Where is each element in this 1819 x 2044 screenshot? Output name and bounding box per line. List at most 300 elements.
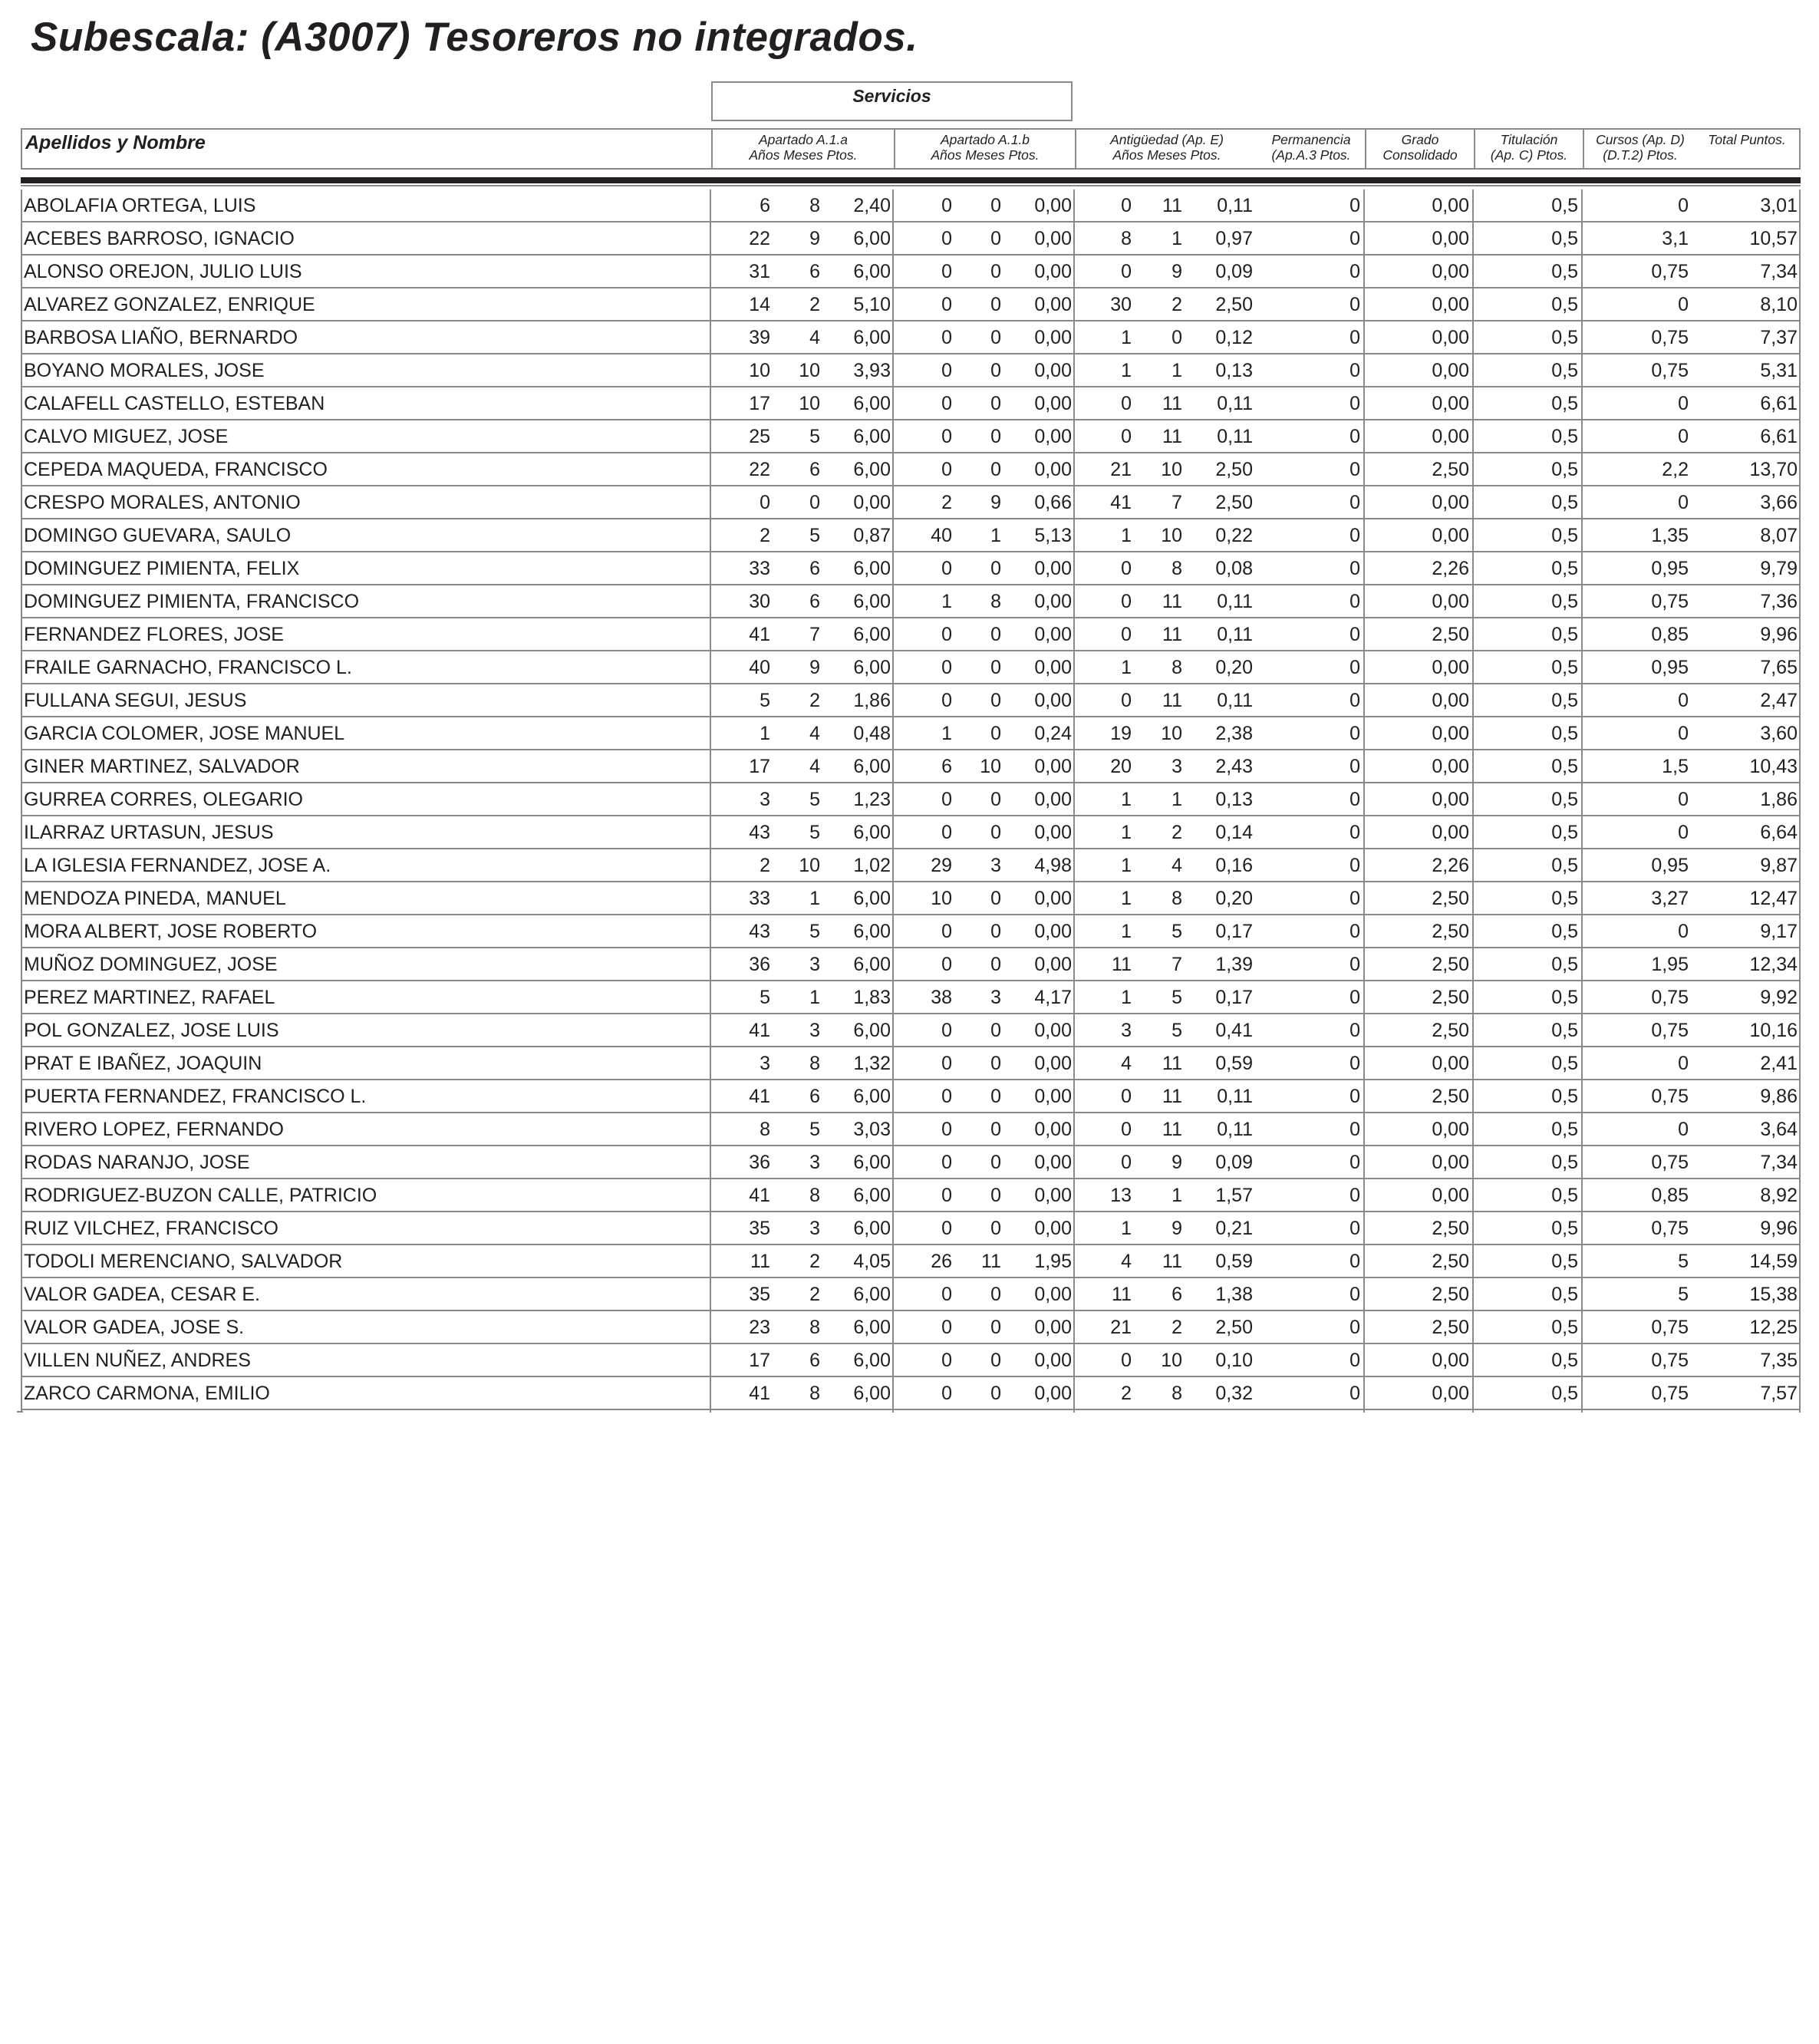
header-a1b-bottom: Años Meses Ptos. xyxy=(931,147,1040,163)
cell-a1a-ptos: 0,87 xyxy=(853,525,891,546)
cell-permanencia: 0 xyxy=(1349,1284,1360,1305)
cell-a1a-meses: 2 xyxy=(809,690,820,711)
cell-a1b-anos: 0 xyxy=(941,624,952,645)
cell-cursos: 0,75 xyxy=(1651,1152,1689,1173)
cell-a1a-meses: 5 xyxy=(809,525,820,546)
cell-titulacion: 0,5 xyxy=(1551,690,1578,711)
cell-ant-anos: 21 xyxy=(1110,459,1132,480)
cell-permanencia: 0 xyxy=(1349,327,1360,348)
cell-total: 9,79 xyxy=(1760,558,1798,579)
cell-a1b-anos: 38 xyxy=(931,987,952,1008)
cell-a1a-anos: 11 xyxy=(750,1251,770,1272)
cell-permanencia: 0 xyxy=(1349,393,1360,414)
cell-cursos: 1,35 xyxy=(1651,525,1689,546)
cell-a1a-meses: 8 xyxy=(809,1383,820,1404)
cell-total: 7,57 xyxy=(1760,1383,1798,1404)
cell-a1b-anos: 0 xyxy=(941,360,952,381)
table-row xyxy=(21,387,1801,420)
cell-ant-anos: 11 xyxy=(1112,1284,1132,1305)
cell-total: 9,92 xyxy=(1760,987,1798,1008)
cell-ant-meses: 5 xyxy=(1171,921,1182,942)
cell-a1a-anos: 33 xyxy=(749,888,770,909)
cell-cursos: 0 xyxy=(1678,294,1689,315)
cell-a1b-meses: 0 xyxy=(990,1284,1001,1305)
cell-a1b-anos: 1 xyxy=(941,723,952,744)
cell-a1b-meses: 0 xyxy=(990,327,1001,348)
cell-a1b-ptos: 0,00 xyxy=(1034,195,1072,216)
cell-permanencia: 0 xyxy=(1349,1218,1360,1239)
cell-titulacion: 0,5 xyxy=(1551,1086,1578,1107)
cell-permanencia: 0 xyxy=(1349,1350,1360,1371)
cell-grado: 2,50 xyxy=(1432,1020,1469,1041)
cell-a1a-anos: 30 xyxy=(749,591,770,612)
cell-ant-meses: 7 xyxy=(1171,492,1182,513)
cell-a1a-ptos: 6,00 xyxy=(853,1086,891,1107)
cell-a1a-ptos: 6,00 xyxy=(853,954,891,975)
cell-a1a-anos: 41 xyxy=(749,624,770,645)
cell-a1b-anos: 0 xyxy=(941,921,952,942)
header-grado-bottom: Consolidado xyxy=(1382,147,1458,163)
cell-total: 2,47 xyxy=(1760,690,1798,711)
cell-a1a-ptos: 6,00 xyxy=(853,591,891,612)
table-row xyxy=(21,321,1801,354)
cell-ant-meses: 7 xyxy=(1171,954,1182,975)
cell-total: 6,61 xyxy=(1760,393,1798,414)
cell-ant-ptos: 0,11 xyxy=(1217,1119,1253,1140)
cell-permanencia: 0 xyxy=(1349,1152,1360,1173)
cell-ant-anos: 2 xyxy=(1121,1383,1132,1404)
cell-ant-anos: 0 xyxy=(1121,558,1132,579)
cell-a1b-ptos: 0,00 xyxy=(1034,1284,1072,1305)
cell-a1a-anos: 2 xyxy=(760,855,770,876)
cell-ant-anos: 0 xyxy=(1121,624,1132,645)
cell-a1b-meses: 0 xyxy=(990,657,1001,678)
cell-grado: 0,00 xyxy=(1432,690,1469,711)
cell-cursos: 0 xyxy=(1678,921,1689,942)
cell-name: RIVERO LOPEZ, FERNANDO xyxy=(24,1119,284,1140)
cell-a1b-anos: 0 xyxy=(941,822,952,843)
cell-a1a-anos: 31 xyxy=(749,261,770,282)
cell-grado: 0,00 xyxy=(1432,228,1469,249)
cell-ant-anos: 1 xyxy=(1121,525,1132,546)
cell-ant-anos: 1 xyxy=(1121,822,1132,843)
cell-a1a-ptos: 1,23 xyxy=(853,789,891,810)
cell-name: FRAILE GARNACHO, FRANCISCO L. xyxy=(24,657,352,678)
cell-total: 13,70 xyxy=(1749,459,1798,480)
cell-ant-meses: 2 xyxy=(1171,294,1182,315)
cell-a1a-meses: 8 xyxy=(809,195,820,216)
cell-a1a-anos: 14 xyxy=(749,294,770,315)
cell-a1b-meses: 0 xyxy=(990,822,1001,843)
cell-cursos: 0,75 xyxy=(1651,261,1689,282)
table-row xyxy=(21,882,1801,915)
cell-ant-anos: 1 xyxy=(1121,789,1132,810)
cell-a1b-anos: 26 xyxy=(931,1251,952,1272)
cell-titulacion: 0,5 xyxy=(1551,228,1578,249)
table-row xyxy=(21,256,1801,288)
cell-ant-meses: 10 xyxy=(1161,1350,1182,1371)
cell-a1a-meses: 2 xyxy=(809,1284,820,1305)
cell-name: DOMINGUEZ PIMIENTA, FELIX xyxy=(24,558,300,579)
header-cursos-top: Cursos (Ap. D) xyxy=(1596,132,1685,147)
cell-a1b-anos: 40 xyxy=(931,525,952,546)
cell-a1b-ptos: 0,00 xyxy=(1034,1218,1072,1239)
cell-a1b-ptos: 0,00 xyxy=(1034,756,1072,777)
cell-a1a-meses: 3 xyxy=(809,954,820,975)
cell-permanencia: 0 xyxy=(1349,1020,1360,1041)
cell-titulacion: 0,5 xyxy=(1551,1020,1578,1041)
cell-a1a-meses: 3 xyxy=(809,1218,820,1239)
cell-grado: 0,00 xyxy=(1432,1053,1469,1074)
cell-ant-anos: 0 xyxy=(1121,261,1132,282)
cell-a1b-anos: 0 xyxy=(941,459,952,480)
cell-a1a-ptos: 5,10 xyxy=(853,294,891,315)
cell-ant-anos: 8 xyxy=(1121,228,1132,249)
cell-ant-anos: 1 xyxy=(1121,657,1132,678)
table-row xyxy=(21,981,1801,1014)
cell-cursos: 1,5 xyxy=(1662,756,1689,777)
cell-permanencia: 0 xyxy=(1349,954,1360,975)
cell-a1b-anos: 29 xyxy=(931,855,952,876)
cell-name: ACEBES BARROSO, IGNACIO xyxy=(24,228,295,249)
cell-cursos: 0 xyxy=(1678,822,1689,843)
cell-total: 10,16 xyxy=(1749,1020,1798,1041)
cell-permanencia: 0 xyxy=(1349,294,1360,315)
cell-titulacion: 0,5 xyxy=(1551,1218,1578,1239)
cell-ant-meses: 8 xyxy=(1171,888,1182,909)
cell-grado: 0,00 xyxy=(1432,723,1469,744)
cell-permanencia: 0 xyxy=(1349,360,1360,381)
cell-a1b-anos: 0 xyxy=(941,1383,952,1404)
cell-a1b-meses: 0 xyxy=(990,558,1001,579)
cell-a1a-meses: 1 xyxy=(809,888,820,909)
cell-permanencia: 0 xyxy=(1349,822,1360,843)
cell-permanencia: 0 xyxy=(1349,261,1360,282)
cell-ant-anos: 1 xyxy=(1121,987,1132,1008)
cell-cursos: 5 xyxy=(1678,1251,1689,1272)
table-row xyxy=(21,1245,1801,1278)
cell-titulacion: 0,5 xyxy=(1551,459,1578,480)
cell-name: MUÑOZ DOMINGUEZ, JOSE xyxy=(24,954,278,975)
cell-a1b-ptos: 0,00 xyxy=(1034,921,1072,942)
table-row xyxy=(21,948,1801,981)
cell-ant-anos: 0 xyxy=(1121,1119,1132,1140)
cell-a1b-ptos: 0,00 xyxy=(1034,624,1072,645)
cell-a1b-meses: 10 xyxy=(980,756,1001,777)
cell-grado: 2,26 xyxy=(1432,558,1469,579)
cell-a1a-meses: 6 xyxy=(809,1086,820,1107)
cell-permanencia: 0 xyxy=(1349,756,1360,777)
cell-total: 15,38 xyxy=(1749,1284,1798,1305)
table-row xyxy=(21,1113,1801,1146)
header-cursos-bottom: (D.T.2) Ptos. xyxy=(1603,147,1678,163)
cell-a1a-anos: 41 xyxy=(749,1086,770,1107)
cell-cursos: 0,75 xyxy=(1651,1020,1689,1041)
cell-a1a-ptos: 6,00 xyxy=(853,558,891,579)
cell-a1b-anos: 0 xyxy=(941,1119,952,1140)
cell-a1a-anos: 17 xyxy=(749,1350,770,1371)
cell-a1b-ptos: 0,00 xyxy=(1034,690,1072,711)
cell-ant-meses: 8 xyxy=(1171,657,1182,678)
cell-a1b-ptos: 0,00 xyxy=(1034,1350,1072,1371)
cell-a1a-ptos: 1,32 xyxy=(853,1053,891,1074)
cell-a1a-meses: 6 xyxy=(809,261,820,282)
cell-a1b-anos: 0 xyxy=(941,327,952,348)
cell-titulacion: 0,5 xyxy=(1551,360,1578,381)
table-row xyxy=(21,783,1801,816)
cell-cursos: 2,2 xyxy=(1662,459,1689,480)
cell-a1a-meses: 1 xyxy=(809,987,820,1008)
header-total xyxy=(1695,130,1799,168)
cell-ant-ptos: 2,43 xyxy=(1215,756,1253,777)
cell-name: ZARCO CARMONA, EMILIO xyxy=(24,1383,270,1404)
cell-a1a-meses: 10 xyxy=(799,393,820,414)
cell-titulacion: 0,5 xyxy=(1551,822,1578,843)
cell-ant-ptos: 2,38 xyxy=(1215,723,1253,744)
cell-a1b-meses: 0 xyxy=(990,888,1001,909)
cell-a1b-anos: 0 xyxy=(941,954,952,975)
cell-cursos: 0,75 xyxy=(1651,1350,1689,1371)
cell-permanencia: 0 xyxy=(1349,1086,1360,1107)
table-row xyxy=(21,223,1801,256)
table-row xyxy=(21,750,1801,783)
table-row xyxy=(21,190,1801,223)
cell-a1a-ptos: 4,05 xyxy=(853,1251,891,1272)
cell-titulacion: 0,5 xyxy=(1551,1152,1578,1173)
cell-a1a-meses: 4 xyxy=(809,327,820,348)
cell-ant-ptos: 0,11 xyxy=(1217,1086,1253,1107)
cell-titulacion: 0,5 xyxy=(1551,294,1578,315)
cell-total: 3,64 xyxy=(1760,1119,1798,1140)
cell-grado: 0,00 xyxy=(1432,327,1469,348)
cell-name: GARCIA COLOMER, JOSE MANUEL xyxy=(24,723,345,744)
table-row xyxy=(21,585,1801,618)
cell-a1b-meses: 9 xyxy=(990,492,1001,513)
cell-a1b-ptos: 0,00 xyxy=(1034,360,1072,381)
header-a1a-bottom: Años Meses Ptos. xyxy=(749,147,858,163)
table-row xyxy=(21,651,1801,684)
cell-total: 6,64 xyxy=(1760,822,1798,843)
cell-ant-anos: 1 xyxy=(1121,855,1132,876)
cell-a1b-meses: 0 xyxy=(990,261,1001,282)
cell-a1b-meses: 0 xyxy=(990,294,1001,315)
cell-name: ALVAREZ GONZALEZ, ENRIQUE xyxy=(24,294,315,315)
cell-a1b-meses: 0 xyxy=(990,1350,1001,1371)
header-ant-bottom: Años Meses Ptos. xyxy=(1112,147,1221,163)
cell-total: 14,59 xyxy=(1749,1251,1798,1272)
cell-a1b-ptos: 0,00 xyxy=(1034,657,1072,678)
cell-ant-ptos: 0,10 xyxy=(1215,1350,1253,1371)
cell-ant-ptos: 0,16 xyxy=(1215,855,1253,876)
header-permanencia xyxy=(1257,130,1365,168)
cell-a1a-meses: 6 xyxy=(809,591,820,612)
cell-ant-ptos: 2,50 xyxy=(1215,1317,1253,1338)
cell-ant-anos: 0 xyxy=(1121,690,1132,711)
cell-a1b-meses: 8 xyxy=(990,591,1001,612)
cell-grado: 0,00 xyxy=(1432,525,1469,546)
cell-a1b-meses: 0 xyxy=(990,1053,1001,1074)
cell-name: GURREA CORRES, OLEGARIO xyxy=(24,789,303,810)
cell-ant-meses: 11 xyxy=(1162,1251,1182,1272)
cell-total: 9,87 xyxy=(1760,855,1798,876)
cell-a1b-meses: 0 xyxy=(990,1218,1001,1239)
cell-total: 6,61 xyxy=(1760,426,1798,447)
cell-grado: 0,00 xyxy=(1432,1185,1469,1206)
cell-cursos: 0,85 xyxy=(1651,1185,1689,1206)
cell-name: ALONSO OREJON, JULIO LUIS xyxy=(24,261,302,282)
cell-ant-ptos: 1,57 xyxy=(1215,1185,1253,1206)
cell-grado: 2,50 xyxy=(1432,888,1469,909)
cell-a1a-anos: 25 xyxy=(749,426,770,447)
cell-grado: 2,50 xyxy=(1432,987,1469,1008)
cell-cursos: 0 xyxy=(1678,426,1689,447)
cell-ant-meses: 2 xyxy=(1171,822,1182,843)
cell-ant-meses: 10 xyxy=(1161,459,1182,480)
cell-a1b-ptos: 1,95 xyxy=(1034,1251,1072,1272)
cell-a1b-ptos: 0,00 xyxy=(1034,822,1072,843)
cell-a1a-ptos: 6,00 xyxy=(853,756,891,777)
cell-grado: 0,00 xyxy=(1432,756,1469,777)
cell-name: PRAT E IBAÑEZ, JOAQUIN xyxy=(24,1053,262,1074)
cell-permanencia: 0 xyxy=(1349,558,1360,579)
cell-a1a-ptos: 1,02 xyxy=(853,855,891,876)
cell-a1b-anos: 2 xyxy=(941,492,952,513)
cell-a1b-anos: 0 xyxy=(941,690,952,711)
page-title: Subescala: (A3007) Tesoreros no integrados. xyxy=(31,15,918,60)
table-row xyxy=(21,486,1801,519)
cell-a1b-ptos: 0,00 xyxy=(1034,1152,1072,1173)
cell-ant-ptos: 0,13 xyxy=(1215,789,1253,810)
cell-a1b-anos: 0 xyxy=(941,789,952,810)
cell-a1a-meses: 10 xyxy=(799,360,820,381)
cell-ant-ptos: 0,20 xyxy=(1215,657,1253,678)
table-row xyxy=(21,1080,1801,1113)
cell-a1b-meses: 0 xyxy=(990,195,1001,216)
cell-a1a-anos: 41 xyxy=(749,1383,770,1404)
cell-a1a-ptos: 6,00 xyxy=(853,426,891,447)
cell-permanencia: 0 xyxy=(1349,690,1360,711)
cell-a1b-meses: 0 xyxy=(990,690,1001,711)
cell-ant-anos: 1 xyxy=(1121,921,1132,942)
cell-titulacion: 0,5 xyxy=(1551,888,1578,909)
table-row xyxy=(21,849,1801,882)
header-name: Apellidos y Nombre xyxy=(25,132,206,153)
cell-ant-ptos: 0,12 xyxy=(1215,327,1253,348)
cell-a1a-anos: 33 xyxy=(749,558,770,579)
cell-ant-meses: 5 xyxy=(1171,987,1182,1008)
cell-ant-ptos: 0,11 xyxy=(1217,591,1253,612)
cell-a1b-anos: 0 xyxy=(941,1350,952,1371)
cell-grado: 0,00 xyxy=(1432,657,1469,678)
table-row xyxy=(21,1047,1801,1080)
cell-ant-ptos: 0,41 xyxy=(1215,1020,1253,1041)
table-row xyxy=(21,354,1801,387)
cell-a1a-meses: 3 xyxy=(809,1020,820,1041)
cell-name: DOMINGO GUEVARA, SAULO xyxy=(24,525,292,546)
cell-ant-ptos: 0,08 xyxy=(1215,558,1253,579)
cell-ant-anos: 20 xyxy=(1110,756,1132,777)
cell-total: 10,43 xyxy=(1749,756,1798,777)
cell-a1b-meses: 0 xyxy=(990,1086,1001,1107)
cell-a1a-ptos: 6,00 xyxy=(853,822,891,843)
header-grado-top: Grado xyxy=(1401,132,1439,147)
cell-a1a-meses: 2 xyxy=(809,1251,820,1272)
cell-a1a-anos: 41 xyxy=(749,1020,770,1041)
cell-a1a-anos: 10 xyxy=(749,360,770,381)
cell-a1b-ptos: 0,00 xyxy=(1034,261,1072,282)
cell-total: 12,25 xyxy=(1749,1317,1798,1338)
cell-ant-ptos: 0,11 xyxy=(1217,195,1253,216)
cell-a1b-ptos: 0,00 xyxy=(1034,1053,1072,1074)
cell-ant-meses: 8 xyxy=(1171,558,1182,579)
cell-a1b-ptos: 0,00 xyxy=(1034,327,1072,348)
cell-a1b-ptos: 0,00 xyxy=(1034,1185,1072,1206)
cell-cursos: 0 xyxy=(1678,1119,1689,1140)
cell-ant-meses: 11 xyxy=(1162,1053,1182,1074)
cell-a1a-meses: 4 xyxy=(809,756,820,777)
cell-a1b-ptos: 4,98 xyxy=(1034,855,1072,876)
cell-ant-meses: 2 xyxy=(1171,1317,1182,1338)
table-row xyxy=(21,1212,1801,1245)
cell-permanencia: 0 xyxy=(1349,855,1360,876)
cell-a1b-anos: 0 xyxy=(941,426,952,447)
cell-ant-ptos: 0,59 xyxy=(1215,1053,1253,1074)
cell-ant-meses: 9 xyxy=(1171,1152,1182,1173)
cell-permanencia: 0 xyxy=(1349,789,1360,810)
cell-titulacion: 0,5 xyxy=(1551,525,1578,546)
cell-a1a-ptos: 6,00 xyxy=(853,1185,891,1206)
cell-ant-meses: 3 xyxy=(1171,756,1182,777)
cell-grado: 2,50 xyxy=(1432,1284,1469,1305)
cell-cursos: 0,75 xyxy=(1651,360,1689,381)
cell-a1a-anos: 17 xyxy=(749,393,770,414)
cell-grado: 2,50 xyxy=(1432,1251,1469,1272)
cell-grado: 0,00 xyxy=(1432,1383,1469,1404)
cell-ant-meses: 1 xyxy=(1171,1185,1182,1206)
table-row xyxy=(21,1014,1801,1047)
cell-permanencia: 0 xyxy=(1349,1251,1360,1272)
cell-cursos: 0,75 xyxy=(1651,1383,1689,1404)
cell-a1b-anos: 0 xyxy=(941,1053,952,1074)
cell-a1a-ptos: 6,00 xyxy=(853,921,891,942)
cell-total: 7,35 xyxy=(1760,1350,1798,1371)
header-cursos xyxy=(1584,130,1696,168)
cell-grado: 2,26 xyxy=(1432,855,1469,876)
cell-permanencia: 0 xyxy=(1349,1317,1360,1338)
cell-a1b-meses: 0 xyxy=(990,1317,1001,1338)
cell-cursos: 0 xyxy=(1678,1053,1689,1074)
header-grado xyxy=(1366,130,1474,168)
table-row xyxy=(21,1311,1801,1344)
cell-name: VILLEN NUÑEZ, ANDRES xyxy=(24,1350,251,1371)
cell-permanencia: 0 xyxy=(1349,1185,1360,1206)
cell-a1b-meses: 0 xyxy=(990,228,1001,249)
cell-ant-ptos: 0,20 xyxy=(1215,888,1253,909)
cell-ant-anos: 19 xyxy=(1110,723,1132,744)
cell-a1a-ptos: 3,03 xyxy=(853,1119,891,1140)
cell-a1a-anos: 43 xyxy=(749,921,770,942)
cell-name: CALAFELL CASTELLO, ESTEBAN xyxy=(24,393,325,414)
cell-cursos: 0 xyxy=(1678,789,1689,810)
cell-a1a-ptos: 1,83 xyxy=(853,987,891,1008)
cell-a1a-meses: 5 xyxy=(809,1119,820,1140)
table-header xyxy=(21,128,1801,170)
cell-ant-anos: 3 xyxy=(1121,1020,1132,1041)
table-row xyxy=(21,420,1801,453)
cell-total: 7,37 xyxy=(1760,327,1798,348)
cell-total: 9,86 xyxy=(1760,1086,1798,1107)
cell-total: 8,07 xyxy=(1760,525,1798,546)
